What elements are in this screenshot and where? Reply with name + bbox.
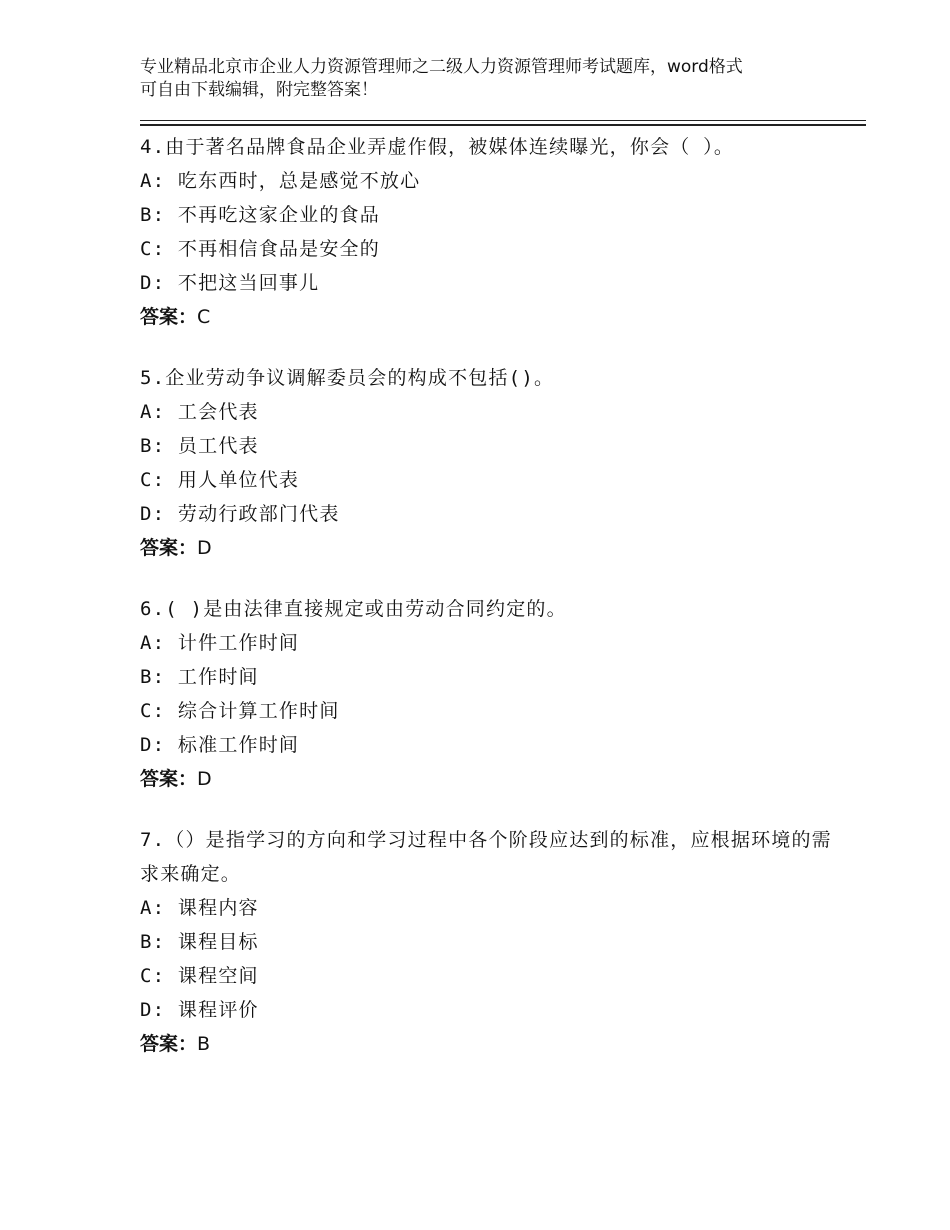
answer-line xyxy=(140,531,840,565)
option-a: A: 工会代表 xyxy=(140,401,259,423)
header-rule-thick xyxy=(140,124,866,126)
answer-label: 答案： xyxy=(140,768,198,790)
option-d: D: 课程评价 xyxy=(140,999,259,1021)
option-c: C: 用人单位代表 xyxy=(140,469,300,491)
answer-line xyxy=(140,300,840,334)
document-header xyxy=(140,56,820,102)
question-text: 5.企业劳动争议调解委员会的构成不包括()。 xyxy=(140,367,555,389)
question-6 xyxy=(140,592,840,796)
answer-line xyxy=(140,1027,840,1061)
answer-value: D xyxy=(197,768,212,790)
answer-value: C xyxy=(197,306,211,328)
answer-line xyxy=(140,762,840,796)
answer-label: 答案： xyxy=(140,1033,198,1055)
answer-label: 答案： xyxy=(140,306,198,328)
option-a: A: 计件工作时间 xyxy=(140,632,300,654)
option-b: B: 员工代表 xyxy=(140,435,259,457)
header-line-1: 专业精品北京市企业人力资源管理师之二级人力资源管理师考试题库，word格式 xyxy=(140,57,743,77)
question-text: 6.( )是由法律直接规定或由劳动合同约定的。 xyxy=(140,598,567,620)
answer-value: D xyxy=(197,537,212,559)
option-d: D: 标准工作时间 xyxy=(140,734,300,756)
option-a: A: 课程内容 xyxy=(140,897,259,919)
question-7 xyxy=(140,823,840,1061)
question-4 xyxy=(140,130,840,334)
answer-label: 答案： xyxy=(140,537,198,559)
question-text: 4.由于著名品牌食品企业弄虚作假，被媒体连续曝光，你会（ ）。 xyxy=(140,136,735,158)
option-b: B: 课程目标 xyxy=(140,931,259,953)
option-c: C: 课程空间 xyxy=(140,965,259,987)
option-d: D: 劳动行政部门代表 xyxy=(140,503,340,525)
option-b: B: 不再吃这家企业的食品 xyxy=(140,204,380,226)
header-rule-thin xyxy=(140,120,866,121)
option-b: B: 工作时间 xyxy=(140,666,259,688)
header-line-2: 可自由下载编辑，附完整答案！ xyxy=(140,80,378,100)
option-d: D: 不把这当回事儿 xyxy=(140,272,320,294)
question-5 xyxy=(140,361,840,565)
question-list xyxy=(140,130,840,1088)
option-a: A: 吃东西时，总是感觉不放心 xyxy=(140,170,421,192)
option-c: C: 综合计算工作时间 xyxy=(140,700,340,722)
question-text: 7.（）是指学习的方向和学习过程中各个阶段应达到的标准，应根据环境的需求来确定。 xyxy=(140,829,832,885)
answer-value: B xyxy=(197,1033,211,1055)
option-c: C: 不再相信食品是安全的 xyxy=(140,238,380,260)
